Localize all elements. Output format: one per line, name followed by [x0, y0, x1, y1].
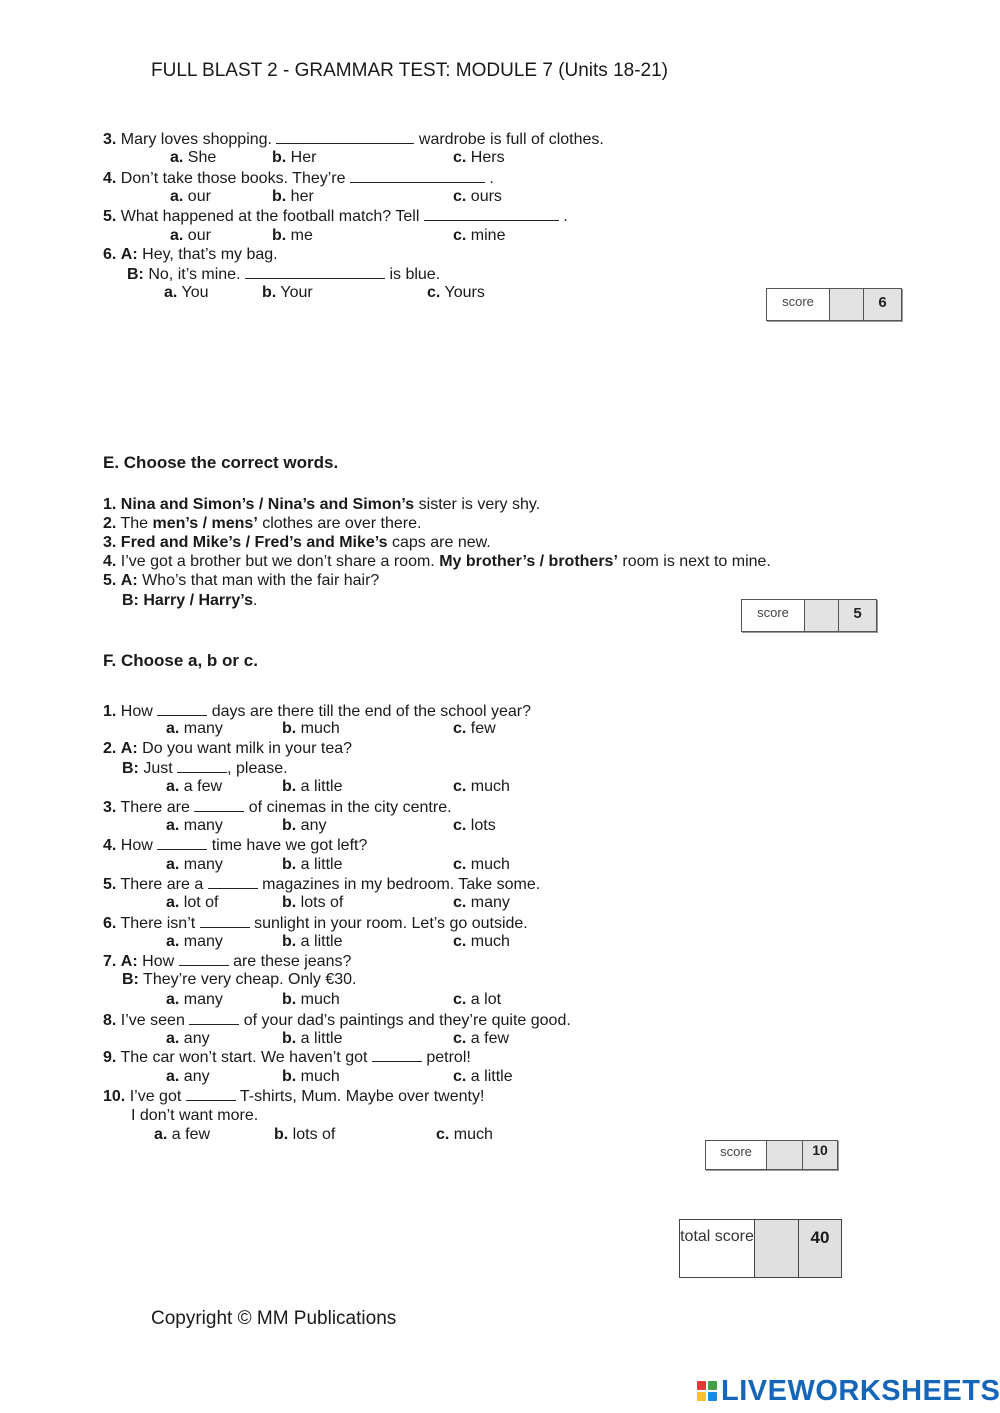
option-c[interactable]: c. much [453, 856, 510, 873]
choice-words[interactable]: Fred and Mike’s / Fred’s and Mike’s [120, 534, 388, 551]
page-title: FULL BLAST 2 - GRAMMAR TEST: MODULE 7 (Units 18-21) [151, 60, 669, 81]
option-a[interactable]: a. many [166, 991, 223, 1008]
question-f3: 3. There are of cinemas in the city centre. [103, 799, 452, 816]
score-label: score [782, 294, 814, 309]
score-max: 10 [802, 1141, 837, 1169]
option-c[interactable]: c. a few [453, 1030, 510, 1047]
question-f2-line-b: B: Just , please. [122, 760, 288, 777]
option-b[interactable]: b. her [272, 188, 314, 205]
answer-blank[interactable] [157, 701, 207, 716]
question-e5-answer[interactable]: B: Harry / Harry’s. [122, 592, 258, 609]
score-box-f [705, 1140, 838, 1170]
question-d6-line-b: B: No, it’s mine. is blue. [127, 266, 441, 283]
option-a[interactable]: a. any [166, 1030, 210, 1047]
score-input[interactable] [829, 289, 863, 320]
question-e5: 5. A: Who’s that man with the fair hair? [103, 572, 380, 589]
option-a[interactable]: a. You [164, 284, 209, 301]
option-a[interactable]: a. many [166, 817, 223, 834]
option-c[interactable]: c. lots [453, 817, 496, 834]
option-c[interactable]: c. Yours [427, 284, 485, 301]
section-f-heading: F. Choose a, b or c. [103, 651, 258, 670]
question-e3: 3. Fred and Mike’s / Fred’s and Mike’s caps are new. [103, 534, 491, 551]
answer-blank[interactable] [186, 1086, 236, 1101]
answer-blank[interactable] [177, 758, 227, 773]
answer-blank[interactable] [189, 1010, 239, 1025]
total-score-label: total score [680, 1228, 754, 1245]
option-a[interactable]: a. many [166, 856, 223, 873]
question-f5: 5. There are a magazines in my bedroom. Take some. [103, 876, 541, 893]
total-score-box [679, 1219, 842, 1278]
question-e1: 1. Nina and Simon’s / Nina’s and Simon’s sister is very shy. [103, 496, 541, 513]
question-e2: 2. The men’s / mens’ clothes are over there. [103, 515, 422, 532]
total-score-input[interactable] [754, 1220, 798, 1277]
option-c[interactable]: c. much [436, 1126, 493, 1143]
question-e4: 4. I’ve got a brother but we don’t share a room. My brother’s / brothers’ room is next to mine. [103, 553, 771, 570]
choice-words[interactable]: men’s / mens’ [152, 515, 258, 532]
question-f2: 2. A: Do you want milk in your tea? [103, 740, 353, 757]
option-a[interactable]: a. many [166, 933, 223, 950]
answer-blank[interactable] [179, 951, 229, 966]
score-box-d [766, 288, 902, 321]
score-max: 5 [838, 600, 876, 631]
score-input[interactable] [804, 600, 838, 631]
option-b[interactable]: b. a little [282, 933, 343, 950]
option-b[interactable]: b. any [282, 817, 327, 834]
option-b[interactable]: b. lots of [274, 1126, 336, 1143]
answer-blank[interactable] [208, 874, 258, 889]
question-text: Mary loves shopping. [120, 131, 272, 148]
answer-blank[interactable] [372, 1047, 422, 1062]
question-f6: 6. There isn’t sunlight in your room. Let’s go outside. [103, 915, 528, 932]
question-f9: 9. The car won’t start. We haven’t got petrol! [103, 1049, 471, 1066]
option-b[interactable]: b. much [282, 1068, 340, 1085]
option-a[interactable]: a. a few [166, 778, 223, 795]
option-a[interactable]: a. our [170, 227, 211, 244]
question-d5: 5. What happened at the football match? Tell . [103, 208, 568, 225]
question-f7-line-b: B: They’re very cheap. Only €30. [122, 971, 357, 988]
question-f10: 10. I’ve got T-shirts, Mum. Maybe over twenty! [103, 1088, 485, 1105]
answer-blank[interactable] [200, 913, 250, 928]
option-a[interactable]: a. lot of [166, 894, 219, 911]
option-b[interactable]: b. Her [272, 149, 317, 166]
question-d3 [103, 129, 604, 149]
question-text: wardrobe is full of clothes. [418, 131, 604, 148]
score-max: 6 [863, 289, 901, 320]
option-a[interactable]: a. any [166, 1068, 210, 1085]
answer-blank[interactable] [424, 206, 559, 221]
question-f4: 4. How time have we got left? [103, 837, 368, 854]
option-a[interactable]: a. our [170, 188, 211, 205]
option-b[interactable]: b. much [282, 720, 340, 737]
option-c[interactable]: c. Hers [453, 149, 505, 166]
answer-blank[interactable] [157, 835, 207, 850]
option-b[interactable]: b. a little [282, 856, 343, 873]
logo-mark-icon [697, 1381, 717, 1401]
question-f8: 8. I’ve seen of your dad’s paintings and they’re quite good. [103, 1012, 571, 1029]
option-a[interactable]: a. a few [154, 1126, 211, 1143]
option-a[interactable]: a. many [166, 720, 223, 737]
question-d6: 6. A: Hey, that’s my bag. [103, 246, 278, 263]
option-c[interactable]: c. few [453, 720, 496, 737]
total-score-max: 40 [798, 1220, 841, 1277]
score-label: score [757, 605, 789, 620]
copyright-notice: Copyright © MM Publications [151, 1308, 397, 1329]
brand-name: LIVEWORKSHEETS [721, 1375, 1000, 1407]
answer-blank[interactable] [194, 797, 244, 812]
option-c[interactable]: c. ours [453, 188, 502, 205]
option-c[interactable]: c. many [453, 894, 510, 911]
choice-words[interactable]: My brother’s / brothers’ [439, 553, 618, 570]
option-c[interactable]: c. much [453, 778, 510, 795]
option-c[interactable]: c. mine [453, 227, 506, 244]
option-c[interactable]: c. a lot [453, 991, 502, 1008]
section-e-heading: E. Choose the correct words. [103, 453, 339, 472]
liveworksheets-logo [697, 1376, 1000, 1406]
question-f10-line-2: I don’t want more. [131, 1107, 259, 1124]
answer-blank[interactable] [276, 129, 414, 144]
question-d4: 4. Don’t take those books. They’re . [103, 170, 494, 187]
answer-blank[interactable] [245, 264, 385, 279]
question-number: 3. [103, 131, 117, 148]
option-b[interactable]: b. a little [282, 778, 343, 795]
score-box-e [741, 599, 877, 632]
option-b[interactable]: b. a little [282, 1030, 343, 1047]
option-c[interactable]: c. a little [453, 1068, 513, 1085]
score-input[interactable] [766, 1141, 802, 1169]
option-b[interactable]: b. Your [262, 284, 313, 301]
choice-words[interactable]: Nina and Simon’s / Nina’s and Simon’s [120, 496, 415, 513]
option-b[interactable]: b. much [282, 991, 340, 1008]
answer-blank[interactable] [350, 168, 485, 183]
option-b[interactable]: b. lots of [282, 894, 344, 911]
question-f1: 1. How days are there till the end of the school year? [103, 703, 532, 720]
score-label: score [720, 1144, 752, 1159]
question-f7: 7. A: How are these jeans? [103, 953, 352, 970]
option-b[interactable]: b. me [272, 227, 313, 244]
option-a[interactable]: a. She [170, 149, 217, 166]
option-c[interactable]: c. much [453, 933, 510, 950]
